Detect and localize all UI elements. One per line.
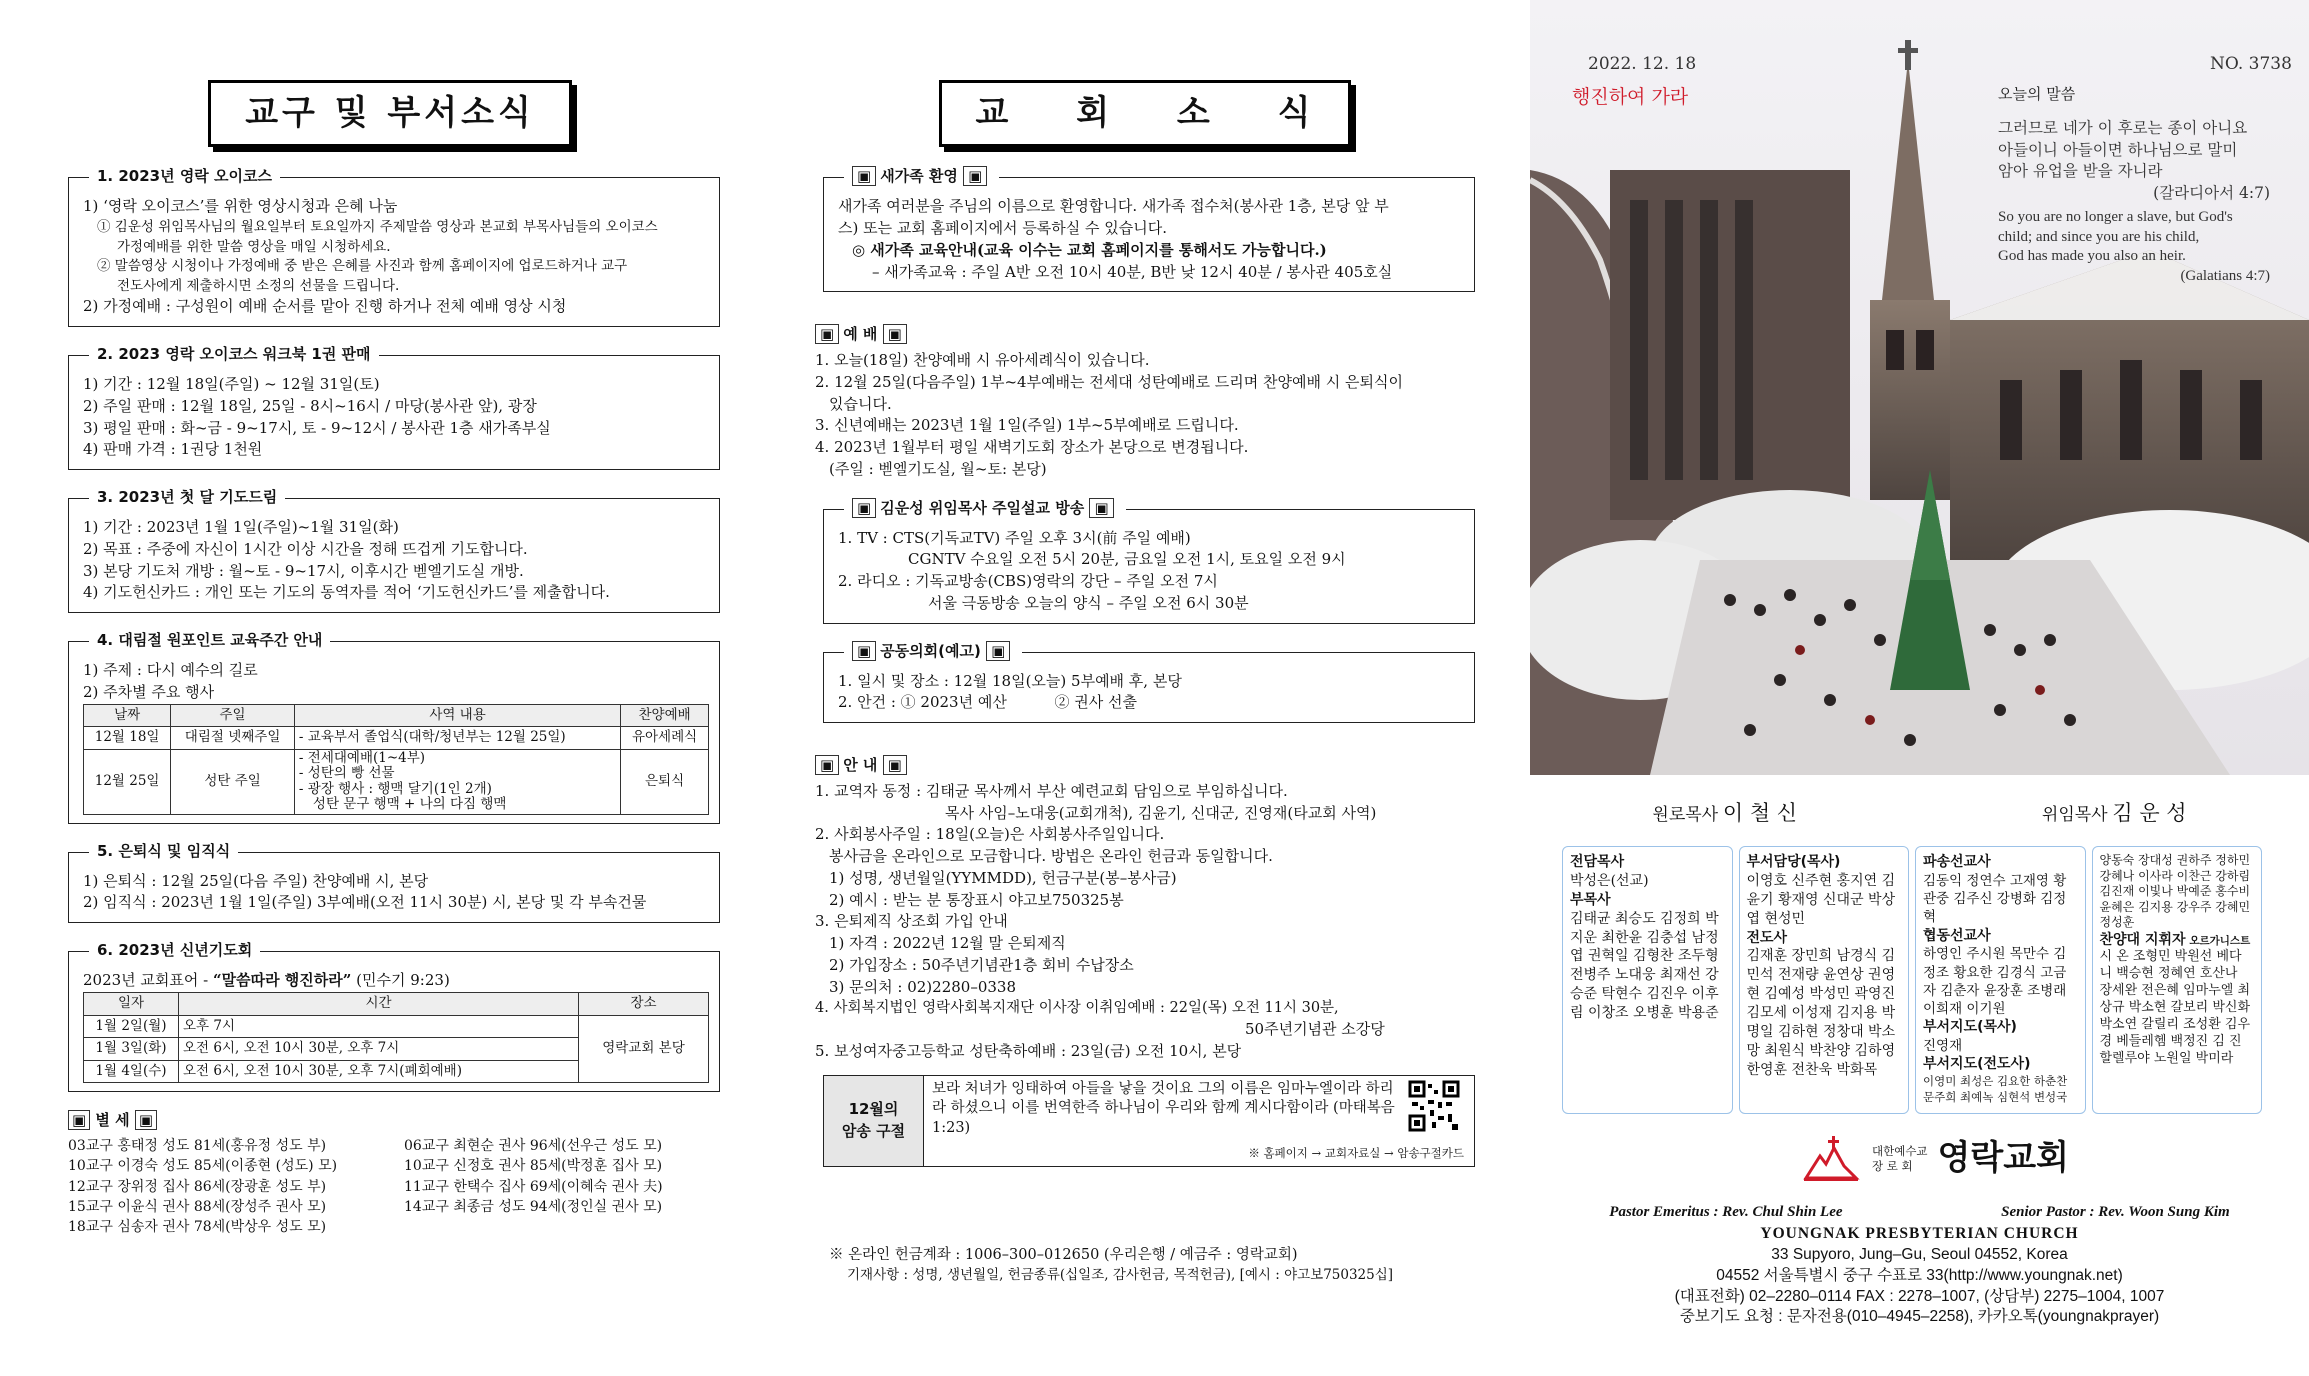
- table-row: [84, 1015, 709, 1038]
- section-title: ▣ 예 배 ▣: [815, 324, 911, 346]
- table-cell: 1월 3일(화): [84, 1038, 179, 1061]
- text-line: 1) 성명, 생년월일(YYMMDD), 헌금구분(봉–봉사금): [829, 868, 1177, 887]
- church-name-en: YOUNGNAK PRESBYTERIAN CHURCH: [1760, 1224, 2079, 1242]
- middle-column: [815, 80, 1475, 1285]
- section-newyear-prayer: [68, 941, 720, 1092]
- text-line: 1) 자격 : 2022년 12월 말 은퇴제직: [829, 934, 1066, 953]
- table-header: 찬양예배: [621, 704, 709, 727]
- advent-table: [83, 704, 709, 815]
- text-line: 1) 기간 : 2023년 1월 1일(주일)~1월 31일(화): [83, 518, 399, 537]
- section-broadcast: [823, 498, 1475, 624]
- bulletin-date: 2022. 12. 18: [1588, 54, 1697, 74]
- staff-box-choir: 양동숙 장대성 권하주 정하민 강혜나 이사라 이찬근 강하림 김진재 이빛나 박예준 홍수비 윤혜은 김지용 강우주 강혜민 정성훈 찬양대 지휘자 오르가니스트 시 온 조형민 박원선 베다니 백승현 정혜연 호산나 장세완 전은혜 임마누엘 최상규 박소현 갈보리 박신화 박소연 갈릴리 조성환 김우경 베들레헴 백정진 김 진 할렐루야 노원일 박미라: [2092, 846, 2263, 1114]
- text-line: 5. 보성여자중고등학교 성탄축하예배 : 23일(금) 오전 10시, 본당: [815, 1042, 1242, 1061]
- section-congregation-meeting: [823, 641, 1475, 724]
- list-item: 18교구 심송자 권사 78세(박상우 성도 모): [68, 1219, 327, 1236]
- table-cell: 오전 6시, 오전 10시 30분, 오후 7시(폐회예배): [179, 1060, 579, 1083]
- table-cell: 유아세례식: [621, 727, 709, 750]
- table-header: 장소: [579, 992, 709, 1015]
- cell-line: - 성탄의 빵 선물: [298, 765, 395, 782]
- text-line: 1. 교역자 동정 : 김태균 목사께서 부산 예련교회 담임으로 부임하십니다.: [815, 781, 1288, 800]
- obituary-title: ▣ 별 세 ▣: [68, 1110, 720, 1132]
- text-line: ◎ 새가족 교육안내(교육 이수는 교회 홈페이지를 통해서도 가능합니다.): [852, 240, 1327, 259]
- text-line: 있습니다.: [829, 394, 892, 413]
- table-cell: - 교육부서 졸업식(대학/청년부는 12월 25일): [294, 727, 620, 750]
- text-line: 가정예배를 위한 말씀 영상을 매일 시청하세요.: [117, 238, 391, 255]
- text-line: 스) 또는 교회 홈페이지에서 등록하실 수 있습니다.: [838, 219, 1168, 238]
- section-title: ▣ 김운성 위임목사 주일설교 방송 ▣: [844, 498, 1126, 520]
- text-line: 서울 극동방송 오늘의 양식 – 주일 오전 6시 30분: [928, 593, 1249, 612]
- section-title: 6. 2023년 신년기도회: [89, 940, 260, 962]
- senior-pastor-en: Senior Pastor : Rev. Woon Sung Kim: [2001, 1204, 2230, 1220]
- text-line: – 새가족교육 : 주일 A반 오전 10시 40분, B반 낮 12시 40분 / 봉사관 405호실: [872, 262, 1393, 281]
- cell-line: - 광장 행사 : 행맥 달기(1인 2개): [298, 780, 492, 797]
- pastor-emeritus-en: Pastor Emeritus : Rev. Chul Shin Lee: [1609, 1204, 1843, 1220]
- section-title: 4. 대림절 원포인트 교육주간 안내: [89, 630, 330, 652]
- table-cell: 12월 25일: [84, 749, 171, 814]
- table-cell: 영락교회 본당: [579, 1015, 709, 1083]
- staff-box-missionaries: 파송선교사 김동익 정연수 고재영 황관중 김주신 강병화 김정혁 협동선교사 하영인 주시원 목만수 김정조 황요한 김경식 고금자 김춘자 윤장훈 조병래 이희재 이기원 부서지도(목사) 진영재 부서지도(전도사) 이영미 최성은 김요한 하춘찬 문주희 최예녹 심현석 변성국: [1915, 846, 2086, 1114]
- table-cell: 12월 18일: [84, 727, 171, 750]
- cell-line: 성탄 문구 행맥 + 나의 다짐 행맥: [312, 796, 507, 813]
- text-line: ② 말씀영상 시청이나 가정예배 중 받은 은혜를 사진과 함께 홈페이지에 업로드하거나 교구: [97, 258, 628, 275]
- pastors-line: [1530, 798, 2309, 828]
- prayer-request: 중보기도 요청 : 문자전용(010–4945–2258), 카카오톡(youngnakprayer): [1679, 1308, 2160, 1326]
- staff-box-evangelists: 부서담당(목사) 이영호 신주현 홍지연 김윤기 황재영 신대군 박상엽 현성민 전도사 김재훈 장민희 남경식 김민석 전재량 윤연상 권영현 김예성 박성민 곽영진 김모세 이성재 김지용 박명일 김하현 정창대 박소망 최원식 박찬양 김하영 한영훈 전찬욱 박화목: [1739, 846, 1910, 1114]
- section-newcomers: [823, 167, 1475, 292]
- church-logo-block: [1800, 1134, 2069, 1183]
- table-header: 날짜: [84, 704, 171, 727]
- text-line: 2. 12월 25일(다음주일) 1부~4부예배는 전세대 성탄예배로 드리며 찬양예배 시 은퇴식이: [815, 372, 1403, 391]
- section-title: 5. 은퇴식 및 임직식: [89, 841, 238, 863]
- section-workbook: [68, 345, 720, 470]
- memory-verse-text: 보라 처녀가 잉태하여 아들을 낳을 것이요 그의 이름은 임마누엘이라 하리라 하셨으니 이를 번역한즉 하나님이 우리와 함께 계시다함이라 (마태복음 1:23): [932, 1080, 1395, 1136]
- church-motto: “말씀따라 행진하라”: [213, 971, 352, 990]
- cell-line: - 전세대예배(1~4부): [298, 749, 426, 766]
- newyear-table: [83, 992, 709, 1083]
- text-line: 4. 사회복지법인 영락사회복지재단 이사장 이취임예배 : 22일(목) 오전 11시 30분,: [815, 1000, 1339, 1017]
- text-line: 4. 2023년 1월부터 평일 새벽기도회 장소가 본당으로 변경됩니다.: [815, 438, 1249, 457]
- list-item: 14교구 최종금 성도 94세(정인실 권사 모): [404, 1198, 663, 1215]
- middle-page-title: 교 회 소 식: [939, 80, 1352, 147]
- text-line: 3) 평일 판매 : 화~금 - 9~17시, 토 - 9~12시 / 봉사관 1층 새가족부실: [83, 418, 551, 437]
- memory-verse-label: 12월의 암송 구절: [824, 1076, 924, 1166]
- text-line: 2) 가정예배 : 구성원이 예배 순서를 맡아 진행 하거나 전체 예배 영상 시청: [83, 297, 567, 316]
- section-prayer: [68, 488, 720, 613]
- text-line: CGNTV 수요일 오전 5시 20분, 금요일 오전 1시, 토요일 오전 9시: [908, 550, 1346, 569]
- verse-title: 오늘의 말씀: [1998, 85, 2076, 103]
- obituary-list: [68, 1136, 720, 1237]
- text-line: 1) 기간 : 12월 18일(주일) ~ 12월 31일(토): [83, 375, 380, 394]
- table-row: [84, 727, 709, 750]
- table-cell: 은퇴식: [621, 749, 709, 814]
- verse-korean: 그러므로 네가 이 후로는 종이 아니요 아들이니 아들이면 하나님으로 말미 암아 유업을 받을 자니라 (갈라디아서 4:7): [1998, 119, 2270, 203]
- left-page-title: 교구 및 부서소식: [208, 80, 572, 147]
- text-line: 봉사금을 온라인으로 모금합니다. 방법은 온라인 헌금과 동일합니다.: [829, 847, 1273, 866]
- text-line: 1) ‘영락 오이코스’를 위한 영상시청과 은혜 나눔: [83, 197, 398, 216]
- text-line: 2) 목표 : 주중에 자신이 1시간 이상 시간을 정해 뜨겁게 기도합니다.: [83, 539, 528, 558]
- text-line: 2) 주일 판매 : 12월 18일, 25일 - 8시~16시 / 마당(봉사관 앞), 광장: [83, 396, 537, 415]
- church-logo-icon: [1800, 1136, 1862, 1182]
- text-line: 2) 임직식 : 2023년 1월 1일(주일) 3부예배(오전 11시 30분) 시, 본당 및 각 부속건물: [83, 893, 647, 912]
- motto-prefix: 2023년 교회표어 -: [83, 971, 213, 990]
- bulletin-number: NO. 3738: [2210, 54, 2292, 74]
- table-header: 사역 내용: [294, 704, 620, 727]
- table-header: 시간: [179, 992, 579, 1015]
- table-cell: 대림절 넷째주일: [171, 727, 295, 750]
- table-cell: 1월 2일(월): [84, 1015, 179, 1038]
- text-line: 2. 라디오 : 기독교방송(CBS)영락의 강단 – 주일 오전 7시: [838, 572, 1218, 591]
- text-line: (주일 : 벧엘기도실, 월~토: 본당): [829, 459, 1047, 478]
- section-oikos: [68, 167, 720, 327]
- list-item: 03교구 홍태정 성도 81세(홍유정 성도 부): [68, 1137, 327, 1154]
- text-line: 2. 안건 : ① 2023년 예산 ② 권사 선출: [838, 693, 1138, 712]
- memory-verse-box: [823, 1075, 1475, 1167]
- address-en: 33 Supyoro, Jung–Gu, Seoul 04552, Korea: [1771, 1245, 2068, 1263]
- list-item: 10교구 이경숙 성도 85세(이종현 (성도) 모): [68, 1158, 338, 1175]
- phone-numbers: (대표전화) 02–2280–0114 FAX : 2278–1007, (상담부) 2275–1004, 1007: [1674, 1287, 2165, 1305]
- table-cell: 오전 6시, 오전 10시 30분, 오후 7시: [179, 1038, 579, 1061]
- text-line: 1. TV : CTS(기독교TV) 주일 오후 3시(前 주일 예배): [838, 528, 1191, 547]
- senior-pastor: 위임목사 김 운 성: [2041, 801, 2187, 825]
- motto-line: [83, 970, 709, 992]
- text-line: 2) 주차별 주요 행사: [83, 682, 215, 701]
- list-item: 11교구 한택수 집사 69세(이혜숙 권사 夫): [404, 1178, 663, 1195]
- text-line: 2) 가입장소 : 50주년기념관1층 회비 수납장소: [829, 955, 1134, 974]
- motto-reference: (민수기 9:23): [351, 971, 450, 990]
- text-line: 4) 판매 가격 : 1권당 1천원: [83, 440, 263, 459]
- text-line: 1. 오늘(18일) 찬양예배 시 유아세례식이 있습니다.: [815, 351, 1150, 370]
- section-title: 3. 2023년 첫 달 기도드림: [89, 487, 285, 509]
- section-advent: [68, 631, 720, 824]
- list-item: 10교구 신정호 권사 85세(박정훈 집사 모): [404, 1158, 663, 1175]
- section-title: ▣ 공동의회(예고) ▣: [844, 641, 1022, 663]
- cover-photo: [1530, 0, 2309, 775]
- text-line: 전도사에게 제출하시면 소정의 선물을 드립니다.: [117, 277, 400, 294]
- offering-account: ※ 온라인 헌금계좌 : 1006–300–012650 (우리은행 / 예금주 : 영락교회): [829, 1246, 1298, 1263]
- text-line: 목사 사임–노대웅(교회개척), 김윤기, 신대군, 진영재(타교회 사역): [945, 803, 1377, 822]
- text-line: 50주년기념관 소강당: [1245, 1020, 1385, 1039]
- staff-directory: [1562, 846, 2262, 1114]
- church-footer: [1530, 1202, 2309, 1328]
- verse-english: So you are no longer a slave, but God's child; and since you are his child, God has made you also an heir. (Galatians 4:7): [1998, 209, 2270, 284]
- offering-notes: 기재사항 : 성명, 생년월일, 헌금종류(십일조, 감사헌금, 목적헌금), [예시 : 야고보750325십]: [847, 1266, 1394, 1283]
- staff-box-pastors: 전담목사 박성은(선교) 부목사 김태균 최승도 김정희 박지운 최한윤 김충섭 남정엽 권혁일 김형찬 조두형 전병주 노대웅 최재선 강승준 탁현수 김진우 이후림 이창조 오병훈 박용준: [1562, 846, 1733, 1114]
- qr-code-icon[interactable]: [1408, 1080, 1460, 1132]
- text-line: 3) 본당 기도처 개방 : 월~토 - 9~17시, 이후시간 벧엘기도실 개방.: [83, 561, 524, 580]
- section-title: ▣ 새가족 환영 ▣: [844, 166, 999, 188]
- section-notice: [815, 751, 1475, 1063]
- table-header: 일자: [84, 992, 179, 1015]
- cover-motto: 행진하여 가라: [1572, 86, 1689, 108]
- text-line: ① 김운성 위임목사님의 월요일부터 토요일까지 주제말씀 영상과 본교회 부목사님들의 오이코스: [97, 219, 658, 236]
- table-header: 주일: [171, 704, 295, 727]
- list-item: 15교구 이윤식 권사 88세(장성주 권사 모): [68, 1198, 327, 1215]
- text-line: 3. 신년예배는 2023년 1월 1일(주일) 1부~5부예배로 드립니다.: [815, 416, 1239, 435]
- table-cell: 오후 7시: [179, 1015, 579, 1038]
- table-cell: [294, 749, 620, 814]
- online-offering: [815, 1245, 1475, 1286]
- text-line: 3) 문의처 : 02)2280–0338: [829, 977, 1017, 996]
- text-line: 1) 주제 : 다시 예수의 길로: [83, 661, 258, 680]
- table-cell: 1월 4일(수): [84, 1060, 179, 1083]
- denomination: 대한예수교 장 로 회: [1872, 1144, 1928, 1173]
- text-line: 1) 은퇴식 : 12월 25일(다음 주일) 찬양예배 시, 본당: [83, 871, 429, 890]
- church-name: 영락교회: [1937, 1138, 2069, 1178]
- section-retirement: [68, 841, 720, 924]
- list-item: 06교구 최현순 권사 96세(선우근 성도 모): [404, 1137, 663, 1154]
- text-line: 3. 은퇴제직 상조회 가입 안내: [815, 912, 1008, 931]
- text-line: 1. 일시 및 장소 : 12월 18일(오늘) 5부예배 후, 본당: [838, 671, 1182, 690]
- text-line: 2. 사회봉사주일 : 18일(오늘)은 사회봉사주일입니다.: [815, 825, 1165, 844]
- emeritus-pastor: 원로목사 이 철 신: [1652, 801, 1798, 825]
- text-line: 새가족 여러분을 주님의 이름으로 환영합니다. 새가족 접수처(봉사관 1층, 본당 앞 부: [838, 197, 1389, 216]
- memory-verse-path: ※ 홈페이지 → 교회자료실 → 암송구절카드: [1248, 1146, 1464, 1161]
- section-title: 2. 2023 영락 오이코스 워크북 1권 판매: [89, 344, 379, 366]
- table-cell: 성탄 주일: [171, 749, 295, 814]
- table-row: [84, 749, 709, 814]
- text-line: 4) 기도헌신카드 : 개인 또는 기도의 동역자를 적어 ‘기도헌신카드’를 제출합니다.: [83, 583, 610, 602]
- section-title: ▣ 안 내 ▣: [815, 755, 911, 777]
- church-snow-photo: [1530, 0, 2309, 775]
- list-item: 12교구 장위정 집사 86세(장광훈 성도 부): [68, 1178, 327, 1195]
- text-line: 2) 예시 : 받는 분 통장표시 야고보750325봉: [829, 890, 1124, 909]
- section-title: 1. 2023년 영락 오이코스: [89, 166, 280, 188]
- left-column: [60, 80, 720, 1237]
- address-ko[interactable]: 04552 서울특별시 중구 수표로 33(http://www.youngnak.net): [1716, 1266, 2123, 1284]
- section-worship: [815, 320, 1475, 480]
